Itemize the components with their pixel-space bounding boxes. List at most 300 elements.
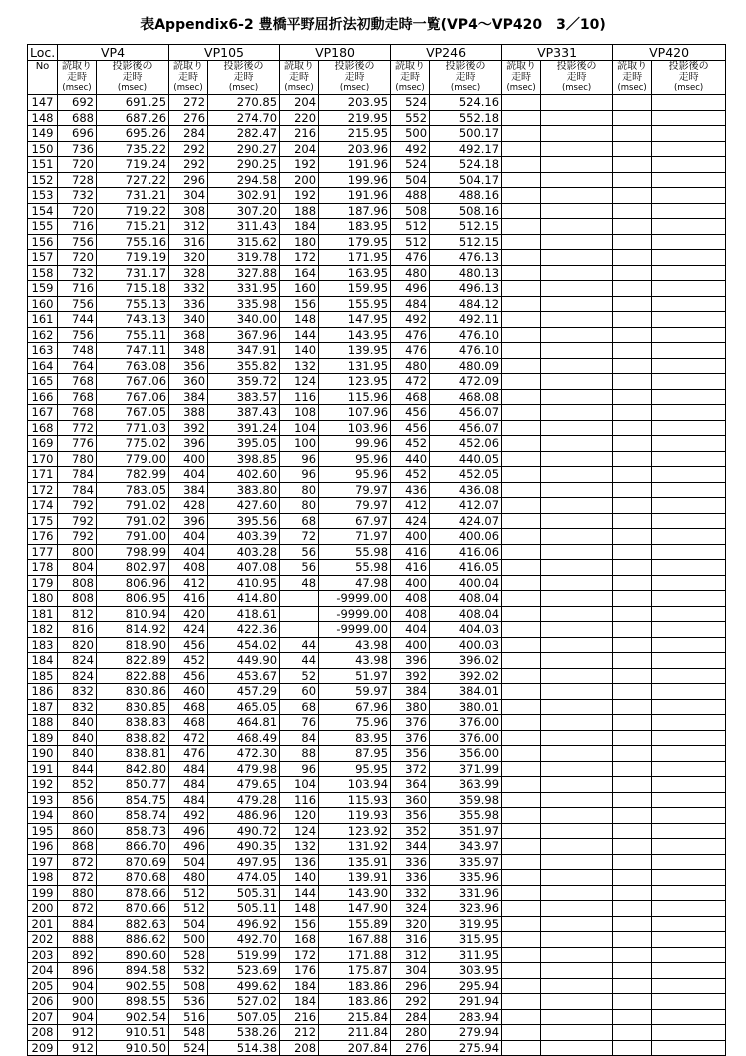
loc-cell: 181 <box>28 606 58 622</box>
read-time-cell: 756 <box>58 327 97 343</box>
read-time-cell: 376 <box>391 730 430 746</box>
proj-time-cell: 508.16 <box>430 203 502 219</box>
read-time-cell: 68 <box>280 699 319 715</box>
proj-time-cell: 95.96 <box>319 451 391 467</box>
read-time-cell: 384 <box>169 482 208 498</box>
vp-header: VP246 <box>391 45 502 61</box>
table-row <box>28 684 726 700</box>
proj-time-cell: 890.60 <box>97 947 169 963</box>
read-time-cell: 548 <box>169 1025 208 1041</box>
proj-time-cell: 279.94 <box>430 1025 502 1041</box>
read-time-cell: 832 <box>58 699 97 715</box>
proj-time-cell: 355.98 <box>430 808 502 824</box>
proj-time-cell: 743.13 <box>97 312 169 328</box>
proj-time-cell: 505.11 <box>208 901 280 917</box>
proj-time-cell <box>541 575 613 591</box>
read-time-cell: 276 <box>391 1040 430 1056</box>
loc-cell: 201 <box>28 916 58 932</box>
read-time-cell: 460 <box>169 684 208 700</box>
table-row <box>28 932 726 948</box>
read-time-cell: 412 <box>391 498 430 514</box>
read-time-cell: 504 <box>169 854 208 870</box>
read-time-cell: 808 <box>58 575 97 591</box>
read-time-cell: 904 <box>58 978 97 994</box>
proj-time-cell: 858.73 <box>97 823 169 839</box>
proj-time-cell: 779.00 <box>97 451 169 467</box>
read-time-cell: 160 <box>280 281 319 297</box>
proj-time-cell: 215.95 <box>319 126 391 142</box>
proj-time-cell: 492.11 <box>430 312 502 328</box>
proj-time-cell: 755.13 <box>97 296 169 312</box>
read-time-cell: 900 <box>58 994 97 1010</box>
read-time-cell: 536 <box>169 994 208 1010</box>
proj-time-cell <box>652 715 726 731</box>
proj-time-cell <box>652 389 726 405</box>
proj-time-cell <box>652 854 726 870</box>
proj-time-cell: 367.96 <box>208 327 280 343</box>
table-row <box>28 1040 726 1056</box>
loc-cell: 186 <box>28 684 58 700</box>
read-time-cell: 104 <box>280 777 319 793</box>
read-time-cell <box>502 560 541 576</box>
proj-time-cell <box>652 1009 726 1025</box>
proj-time-cell <box>652 994 726 1010</box>
read-header: 読取り <box>502 61 541 73</box>
proj-time-cell <box>652 792 726 808</box>
table-row <box>28 219 726 235</box>
read-header: 読取り <box>169 61 208 73</box>
read-time-cell: 504 <box>169 916 208 932</box>
proj-time-cell: 123.95 <box>319 374 391 390</box>
proj-time-cell: -9999.00 <box>319 606 391 622</box>
proj-time-cell: 783.05 <box>97 482 169 498</box>
vp-header: VP4 <box>58 45 169 61</box>
proj-time-cell: 763.08 <box>97 358 169 374</box>
proj-time-cell: 505.31 <box>208 885 280 901</box>
read-time-cell: 488 <box>391 188 430 204</box>
table-row <box>28 699 726 715</box>
proj-time-cell: 167.88 <box>319 932 391 948</box>
read-time-cell: 512 <box>169 901 208 917</box>
proj-time-cell <box>541 870 613 886</box>
loc-cell: 169 <box>28 436 58 452</box>
unit-header: (msec) <box>319 83 391 95</box>
proj-time-cell: 456.07 <box>430 405 502 421</box>
proj-time-cell: 767.05 <box>97 405 169 421</box>
read-header: 読取り <box>280 61 319 73</box>
read-time-cell: 96 <box>280 761 319 777</box>
read-time-cell: 484 <box>169 761 208 777</box>
proj-time-cell: 219.95 <box>319 110 391 126</box>
proj-time-cell: 163.95 <box>319 265 391 281</box>
read-time-cell <box>502 451 541 467</box>
proj-time-cell <box>541 451 613 467</box>
read-time-cell: 408 <box>391 606 430 622</box>
read-time-cell <box>613 560 652 576</box>
proj-time-cell <box>541 188 613 204</box>
proj-time-cell: 858.74 <box>97 808 169 824</box>
read-time-cell: 192 <box>280 157 319 173</box>
table-row <box>28 157 726 173</box>
read-time-cell: 768 <box>58 374 97 390</box>
read-time-cell <box>280 606 319 622</box>
proj-time-cell: 492.17 <box>430 141 502 157</box>
proj-time-cell: 275.94 <box>430 1040 502 1056</box>
read-time-cell <box>613 715 652 731</box>
loc-cell: 183 <box>28 637 58 653</box>
proj-time-cell <box>541 963 613 979</box>
proj-time-cell: 436.08 <box>430 482 502 498</box>
read-time-cell: 860 <box>58 823 97 839</box>
read-time-cell <box>613 389 652 405</box>
proj-time-cell <box>541 250 613 266</box>
proj-time-cell: 335.98 <box>208 296 280 312</box>
read-time-cell <box>502 684 541 700</box>
proj-time-cell <box>541 498 613 514</box>
read-time-cell: 480 <box>169 870 208 886</box>
table-row <box>28 606 726 622</box>
proj-time-cell: 211.84 <box>319 1025 391 1041</box>
proj-time-cell: 496.92 <box>208 916 280 932</box>
proj-time-cell <box>541 854 613 870</box>
proj-time-cell: 331.95 <box>208 281 280 297</box>
table-row <box>28 761 726 777</box>
proj-time-cell: 727.22 <box>97 172 169 188</box>
proj-time-cell: 424.07 <box>430 513 502 529</box>
read-time-cell: 492 <box>391 141 430 157</box>
table-row <box>28 234 726 250</box>
loc-cell: 153 <box>28 188 58 204</box>
proj-time-cell: 898.55 <box>97 994 169 1010</box>
read-time-cell: 316 <box>169 234 208 250</box>
proj-time-cell <box>541 467 613 483</box>
proj-time-cell: 472.30 <box>208 746 280 762</box>
read-header-2: 走時 <box>169 72 208 83</box>
proj-time-cell: 476.10 <box>430 343 502 359</box>
proj-time-cell: 454.02 <box>208 637 280 653</box>
read-time-cell: 480 <box>391 358 430 374</box>
read-time-cell <box>502 141 541 157</box>
loc-cell: 182 <box>28 622 58 638</box>
proj-time-cell: 402.60 <box>208 467 280 483</box>
proj-time-cell: 854.75 <box>97 792 169 808</box>
table-row <box>28 250 726 266</box>
proj-time-cell: 67.96 <box>319 699 391 715</box>
proj-time-cell: 457.29 <box>208 684 280 700</box>
proj-time-cell <box>541 374 613 390</box>
read-time-cell <box>502 157 541 173</box>
proj-time-cell <box>541 978 613 994</box>
read-time-cell: 296 <box>169 172 208 188</box>
read-time-cell: 44 <box>280 653 319 669</box>
proj-time-cell: 311.95 <box>430 947 502 963</box>
table-row <box>28 668 726 684</box>
proj-time-cell <box>652 110 726 126</box>
read-time-cell <box>502 730 541 746</box>
read-time-cell: 804 <box>58 560 97 576</box>
proj-time-cell: 782.99 <box>97 467 169 483</box>
read-time-cell <box>613 327 652 343</box>
proj-time-cell <box>652 1040 726 1056</box>
proj-time-cell: 347.91 <box>208 343 280 359</box>
read-time-cell <box>502 994 541 1010</box>
proj-time-cell <box>541 637 613 653</box>
proj-header-2: 走時 <box>208 72 280 83</box>
proj-time-cell <box>652 653 726 669</box>
proj-time-cell: 191.96 <box>319 188 391 204</box>
read-time-cell <box>613 234 652 250</box>
read-time-cell: 212 <box>280 1025 319 1041</box>
read-time-cell: 220 <box>280 110 319 126</box>
loc-cell: 197 <box>28 854 58 870</box>
loc-cell: 191 <box>28 761 58 777</box>
proj-time-cell: 408.04 <box>430 606 502 622</box>
proj-time-cell: 496.13 <box>430 281 502 297</box>
read-time-cell: 800 <box>58 544 97 560</box>
proj-time-cell <box>541 622 613 638</box>
proj-time-cell: 340.00 <box>208 312 280 328</box>
loc-cell: 156 <box>28 234 58 250</box>
table-row <box>28 126 726 142</box>
proj-time-cell: 295.94 <box>430 978 502 994</box>
read-time-cell: 284 <box>391 1009 430 1025</box>
vp-header: VP420 <box>613 45 726 61</box>
read-time-cell: 416 <box>169 591 208 607</box>
proj-time-cell: 103.96 <box>319 420 391 436</box>
proj-time-cell <box>541 482 613 498</box>
proj-time-cell <box>652 622 726 638</box>
read-time-cell: 872 <box>58 854 97 870</box>
proj-time-cell: 359.72 <box>208 374 280 390</box>
proj-time-cell: 274.70 <box>208 110 280 126</box>
proj-time-cell <box>652 374 726 390</box>
proj-time-cell <box>652 870 726 886</box>
loc-cell: 209 <box>28 1040 58 1056</box>
proj-time-cell: -9999.00 <box>319 622 391 638</box>
table-row <box>28 513 726 529</box>
proj-time-cell <box>541 730 613 746</box>
read-time-cell: 480 <box>391 265 430 281</box>
read-time-cell <box>613 141 652 157</box>
read-time-cell: 500 <box>391 126 430 142</box>
table-body <box>28 95 726 1056</box>
proj-time-cell: 488.16 <box>430 188 502 204</box>
read-time-cell <box>502 110 541 126</box>
proj-time-cell: 191.96 <box>319 157 391 173</box>
read-time-cell: 316 <box>391 932 430 948</box>
read-time-cell: 840 <box>58 746 97 762</box>
table-row <box>28 746 726 762</box>
unit-header: (msec) <box>430 83 502 95</box>
read-time-cell <box>502 575 541 591</box>
proj-time-cell <box>652 839 726 855</box>
loc-cell: 164 <box>28 358 58 374</box>
read-time-cell: 428 <box>169 498 208 514</box>
read-time-cell <box>502 901 541 917</box>
proj-time-cell: 107.96 <box>319 405 391 421</box>
loc-cell: 188 <box>28 715 58 731</box>
loc-cell: 163 <box>28 343 58 359</box>
read-time-cell: 392 <box>391 668 430 684</box>
proj-time-cell <box>652 591 726 607</box>
proj-time-cell <box>652 777 726 793</box>
read-time-cell: 880 <box>58 885 97 901</box>
read-time-cell: 144 <box>280 327 319 343</box>
proj-time-cell <box>652 498 726 514</box>
proj-time-cell <box>541 901 613 917</box>
read-time-cell: 124 <box>280 374 319 390</box>
proj-time-cell: 480.13 <box>430 265 502 281</box>
read-time-cell: 60 <box>280 684 319 700</box>
proj-time-cell: 79.97 <box>319 482 391 498</box>
proj-time-cell <box>541 389 613 405</box>
proj-time-cell <box>541 808 613 824</box>
read-time-cell <box>502 699 541 715</box>
read-time-cell: 484 <box>169 792 208 808</box>
loc-cell: 157 <box>28 250 58 266</box>
proj-time-cell: 83.95 <box>319 730 391 746</box>
table-row <box>28 451 726 467</box>
read-time-cell: 352 <box>391 823 430 839</box>
read-time-cell: 356 <box>169 358 208 374</box>
read-header-2: 走時 <box>280 72 319 83</box>
proj-time-cell: 396.02 <box>430 653 502 669</box>
read-time-cell: 312 <box>169 219 208 235</box>
read-time-cell <box>502 420 541 436</box>
unit-header: (msec) <box>652 83 726 95</box>
proj-time-cell: 735.22 <box>97 141 169 157</box>
read-header: 読取り <box>391 61 430 73</box>
read-time-cell <box>613 777 652 793</box>
proj-time-cell: 155.89 <box>319 916 391 932</box>
proj-time-cell: 715.18 <box>97 281 169 297</box>
table-row <box>28 823 726 839</box>
proj-time-cell: 814.92 <box>97 622 169 638</box>
vp-header: VP331 <box>502 45 613 61</box>
read-time-cell <box>502 963 541 979</box>
read-time-cell: 424 <box>169 622 208 638</box>
read-time-cell <box>502 622 541 638</box>
proj-time-cell: 183.86 <box>319 994 391 1010</box>
read-time-cell: 472 <box>391 374 430 390</box>
read-time-cell <box>613 250 652 266</box>
read-time-cell <box>613 1040 652 1056</box>
table-row <box>28 963 726 979</box>
proj-time-cell: 490.35 <box>208 839 280 855</box>
loc-cell: 155 <box>28 219 58 235</box>
proj-time-cell: 507.05 <box>208 1009 280 1025</box>
proj-time-cell: 468.49 <box>208 730 280 746</box>
proj-time-cell: 135.91 <box>319 854 391 870</box>
read-time-cell: 164 <box>280 265 319 281</box>
proj-time-cell: 512.15 <box>430 234 502 250</box>
proj-time-cell: 524.16 <box>430 95 502 111</box>
proj-time-cell: 131.95 <box>319 358 391 374</box>
proj-time-cell: 418.61 <box>208 606 280 622</box>
proj-time-cell <box>541 560 613 576</box>
read-time-cell <box>613 730 652 746</box>
read-time-cell <box>502 467 541 483</box>
read-time-cell <box>613 219 652 235</box>
read-time-cell: 304 <box>169 188 208 204</box>
read-time-cell: 472 <box>169 730 208 746</box>
proj-time-cell <box>541 544 613 560</box>
read-time-cell: 320 <box>169 250 208 266</box>
proj-time-cell: 838.82 <box>97 730 169 746</box>
read-time-cell: 332 <box>169 281 208 297</box>
read-time-cell <box>613 95 652 111</box>
read-time-cell <box>613 994 652 1010</box>
proj-time-cell <box>541 916 613 932</box>
loc-cell: 196 <box>28 839 58 855</box>
loc-cell: 207 <box>28 1009 58 1025</box>
read-time-cell: 512 <box>169 885 208 901</box>
read-time-cell <box>613 529 652 545</box>
read-time-cell: 716 <box>58 219 97 235</box>
proj-time-cell: 355.82 <box>208 358 280 374</box>
read-time-cell: 748 <box>58 343 97 359</box>
read-time-cell: 292 <box>391 994 430 1010</box>
proj-time-cell: 131.92 <box>319 839 391 855</box>
proj-time-cell: 139.91 <box>319 870 391 886</box>
read-time-cell <box>502 281 541 297</box>
proj-time-cell <box>652 141 726 157</box>
proj-time-cell: 791.02 <box>97 498 169 514</box>
proj-time-cell <box>652 281 726 297</box>
proj-time-cell: 87.95 <box>319 746 391 762</box>
proj-time-cell <box>652 606 726 622</box>
proj-time-cell: 719.19 <box>97 250 169 266</box>
read-time-cell: 116 <box>280 389 319 405</box>
table-row <box>28 110 726 126</box>
read-time-cell: 476 <box>391 327 430 343</box>
loc-cell: 165 <box>28 374 58 390</box>
unit-header: (msec) <box>280 83 319 95</box>
proj-time-cell: 719.22 <box>97 203 169 219</box>
read-time-cell: 396 <box>391 653 430 669</box>
proj-time-cell <box>541 513 613 529</box>
loc-cell: 204 <box>28 963 58 979</box>
proj-time-cell: 183.95 <box>319 219 391 235</box>
read-time-cell <box>502 715 541 731</box>
proj-time-cell: 474.05 <box>208 870 280 886</box>
loc-cell: 200 <box>28 901 58 917</box>
read-time-cell <box>613 172 652 188</box>
proj-time-cell <box>652 699 726 715</box>
table-row <box>28 792 726 808</box>
proj-time-cell: 143.95 <box>319 327 391 343</box>
read-time-cell <box>502 591 541 607</box>
proj-time-cell: 691.25 <box>97 95 169 111</box>
read-time-cell: 396 <box>169 513 208 529</box>
proj-time-cell: 490.72 <box>208 823 280 839</box>
proj-time-cell <box>541 219 613 235</box>
read-header-2: 走時 <box>613 72 652 83</box>
read-time-cell <box>613 885 652 901</box>
proj-time-cell <box>652 901 726 917</box>
loc-cell: 177 <box>28 544 58 560</box>
proj-time-cell <box>541 699 613 715</box>
read-time-cell <box>502 374 541 390</box>
proj-time-cell: 527.02 <box>208 994 280 1010</box>
proj-time-cell: 465.05 <box>208 699 280 715</box>
read-time-cell: 184 <box>280 978 319 994</box>
read-time-cell: 132 <box>280 358 319 374</box>
proj-time-cell: 376.00 <box>430 730 502 746</box>
read-time-cell: 292 <box>169 141 208 157</box>
read-time-cell: 368 <box>169 327 208 343</box>
read-time-cell: 204 <box>280 95 319 111</box>
